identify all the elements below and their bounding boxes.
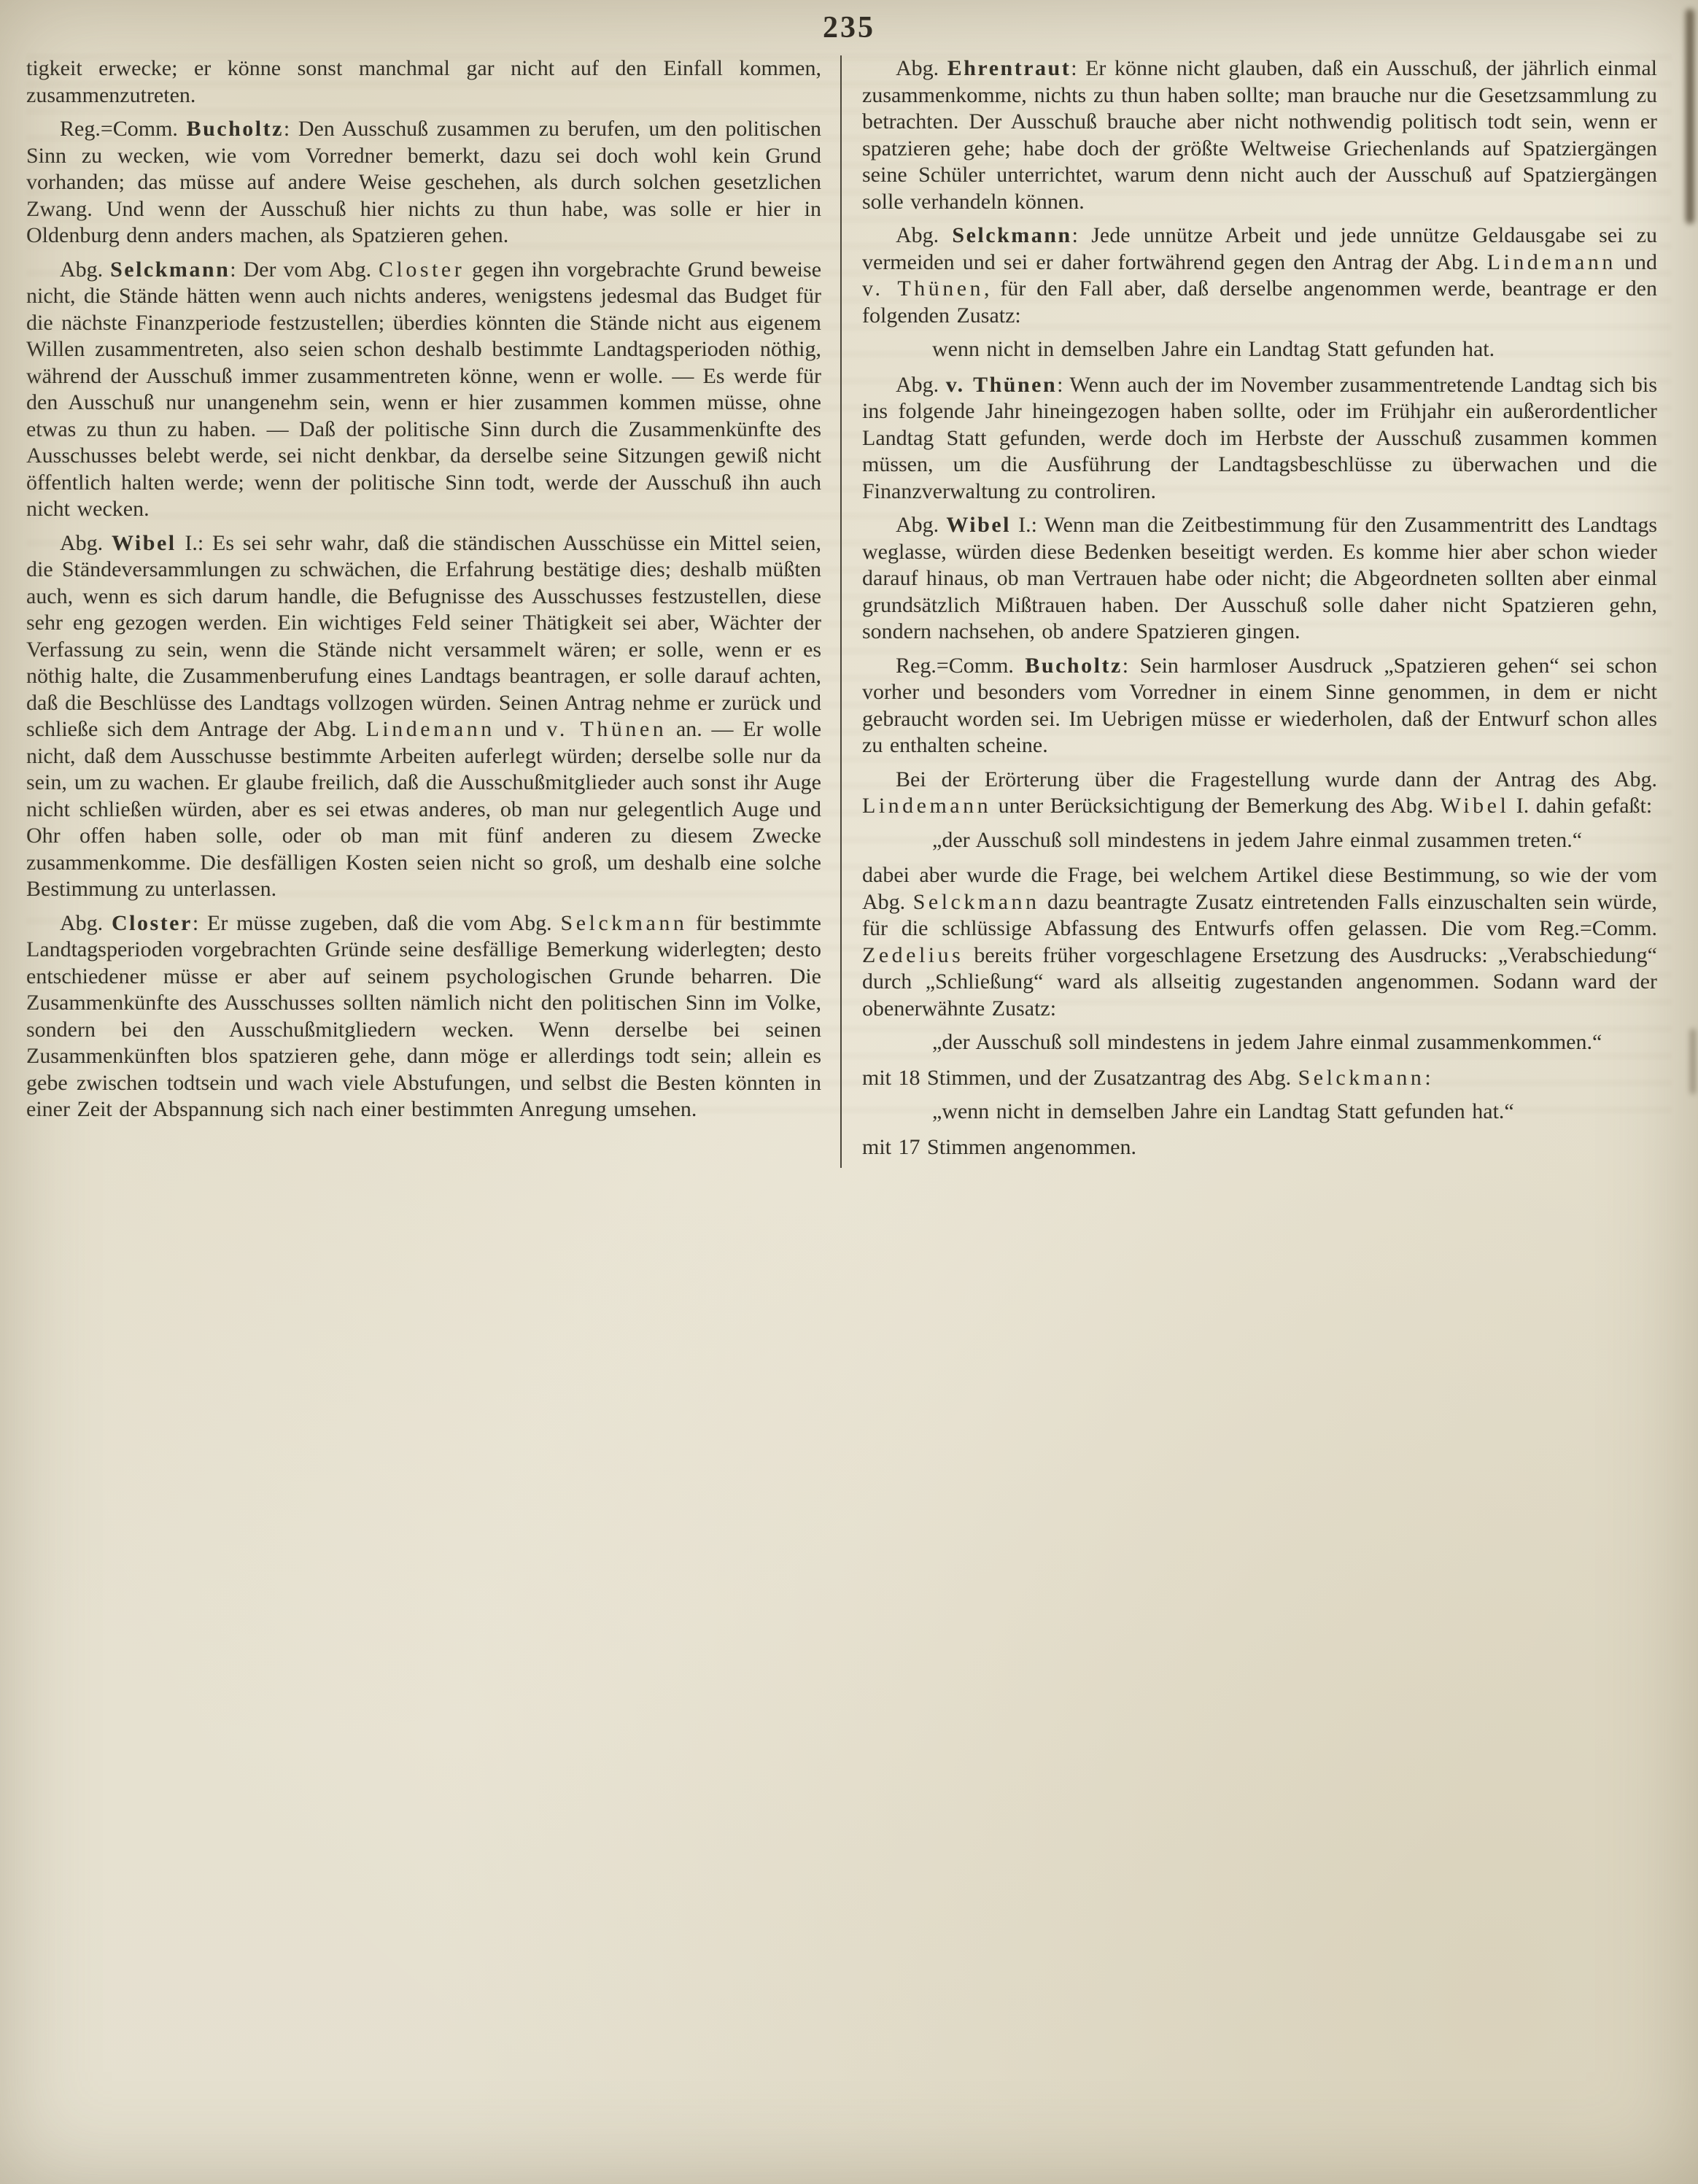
speech-paragraph [26,257,821,523]
speech-paragraph [26,116,821,249]
text-run: Abg. [896,372,946,397]
speech-paragraph [26,55,821,109]
referenced-name: Closter [379,257,465,282]
text-run: : Der vom Abg. [230,257,379,282]
speaker-name: Bucholtz [186,117,284,141]
referenced-name: Selckmann [1298,1065,1425,1090]
text-run: wenn nicht in demselben Jahre ein Landtag Statt gefunden hat. [932,337,1495,361]
scan-artifact-right-edge [1686,9,1694,224]
speech-paragraph [26,910,821,1123]
text-run: bereits früher vorgeschlagene Ersetzung des Ausdrucks: „Verabschiedung“ durch „Schließung“ ward als allseitig zugestanden angenommen. Sodann ward der obenerwähnte Zusatz: [862,942,1657,1021]
page-number: 235 [823,11,875,44]
text-run: an. — Er wolle nicht, daß dem Ausschusse bestimmte Arbeiten auferlegt würden; derselbe solle nur da sein, um zu wachen. Er glaube freilich, daß die Ausschußmitglieder auch sonst ihr Auge nicht schließen würden, aber es sei etwas anderes, ob man nur gelegentlich Auge und Ohr offen haben solle, oder ob man mit fünf anderen zu diesem Zwecke zusammenkomme. Die desfälligen Kosten seien nicht so groß, um deshalb eine solche Bestimmung zu unterlassen. [26,717,822,901]
text-run: Abg. [896,56,947,80]
referenced-name: Lindemann [1486,249,1616,274]
text-run: Abg. [896,513,947,537]
text-run: für bestimmte Landtagsperioden vorgebrachten Gründe seine desfällige Bemerkung widerlegten; desto entschiedener müsse er aber auf seinem psychologischen Grunde beharren. Die Zusammenkünfte des Ausschusses sollten nämlich nicht den politischen Sinn im Volke, sondern bei den Ausschußmitgliedern wecken. Wenn derselbe bei seinen Zusammenkünften blos spatzieren gehe, dann möge er allerdings todt sein; allein es gebe zwischen todtsein und wach viele Abstufungen, und selbst die Besten könnten in einer Zeit der Abspannung sich nach einer bestimmten Anregung umsehen. [26,910,821,1121]
quote-paragraph [932,336,1635,363]
text-run: : Jede unnütze Arbeit und jede unnütze Geldausgabe sei zu vermeiden und sei er daher fortwährend gegen den Antrag der Abg. [862,223,1657,274]
text-run: Abg. [60,530,112,555]
text-run: : Er könne nicht glauben, daß ein Ausschuß, der jährlich einmal zusammenkomme, nichts zu thun haben sollte; man brauche nur die Gesetzsammlung zu betrachten. Der Ausschuß brauche aber nicht nothwendig politisch todt sein, wenn er spatzieren gehe; habe doch der größte Weltweise Griechenlands auf Spatziergängen seine Schüler unterrichtet, warum denn nicht auch der Ausschuß auf Spatziergängen solle verhandeln können. [862,56,1657,214]
speaker-name: Wibel [946,513,1011,537]
text-run: Abg. [60,257,111,282]
text-run: „der Ausschuß soll mindestens in jedem Jahre einmal zusammen treten.“ [932,827,1583,852]
referenced-name: Selckmann [912,889,1040,914]
scan-artifact-right-edge-low [1690,1029,1696,1094]
text-columns [26,55,1672,1168]
speaker-name: Bucholtz [1025,653,1123,678]
speaker-name: Closter [112,910,193,935]
text-run: I.: Wenn man die Zeitbestimmung für den Zusammentritt des Landtags weglasse, würden diese Bedenken beseitigt werden. Es komme hier aber schon wieder darauf hinaus, ob man Vertrauen habe oder nicht; die Abgeordneten sollten aber einmal grundsätzlich Mißtrauen haben. Der Ausschuß solle daher nicht Spatzieren gehn, sondern nachsehen, ob andere Spatzieren gingen. [862,513,1657,643]
speech-paragraph [862,653,1657,759]
text-run: mit 18 Stimmen, und der Zusatzantrag des Abg. [862,1065,1298,1090]
text-run: : Wenn auch der im November zusammentretende Landtag sich bis ins folgende Jahr hineingezogen haben sollte, oder im Frühjahr ein außerordentlicher Landtag Statt gefunden, werde doch im Herbste der Ausschuß zusammen kommen müssen, um die Ausführung der Landtagsbeschlüsse zu überwachen und die Finanzverwaltung zu controliren. [862,372,1657,503]
page-header [0,0,1698,45]
text-run: Bei der Erörterung über die Fragestellung wurde dann der Antrag des Abg. [896,767,1657,791]
speech-paragraph [26,530,821,903]
text-run: : Er müsse zugeben, daß die vom Abg. [192,910,561,935]
speech-paragraph [862,512,1657,646]
text-run: gegen ihn vorgebrachte Grund beweise nicht, die Stände hätten wenn auch nichts anderes, wenigstens jedesmal das Budget für die nächste Finanzperiode festzustellen; überdies könnten die Stände nicht aus eigenem Willen zusammentreten, also seien schon deshalb bestimmte Landtagsperioden nöthig, während der Ausschuß immer zusammentreten könne, wenn er wolle. — Es werde für den Ausschuß nur unangenehm sein, wenn er hier zusammen kommen müsse, ohne etwas zu thun zu haben. — Daß der politische Sinn durch die Zusammenkünfte des Ausschusses belebt werde, sei nicht denkbar, da derselbe seine Sitzungen gewiß nicht öffentlich halten werde; wenn der politische Sinn todt, werde der Ausschuß ihn auch nicht wecken. [26,257,822,521]
text-run: : Den Ausschuß zusammen zu berufen, um den politischen Sinn zu wecken, wie vom Vorredner bemerkt, dazu sei doch wohl kein Grund vorhanden; das müsse auf andere Weise geschehen, als durch solchen gesetzlichen Zwang. Und wenn der Ausschuß hier nichts zu thun habe, was solle er hier in Oldenburg denn anders machen, als Spatzieren gehen. [26,117,821,247]
quote-paragraph [932,827,1635,854]
referenced-name: Selckmann [560,910,688,935]
text-run: Reg.=Comm. [896,653,1026,678]
text-run: und [1616,249,1658,274]
column-divider [840,55,842,1168]
speech-paragraph [862,222,1657,329]
text-run: Abg. [60,910,112,935]
text-run: : [1424,1065,1431,1090]
text-run: dabei aber wurde die Frage, bei welchem Artikel diese Bestimmung, so wie der vom Abg. [862,863,1657,914]
speaker-name: Ehrentraut [947,56,1071,80]
speech-paragraph [862,767,1657,820]
text-run: Reg.=Comm. [60,117,187,141]
speech-paragraph [862,1134,1657,1161]
speech-paragraph [862,1065,1657,1092]
speech-paragraph [862,372,1657,506]
left-column [26,55,821,1168]
text-run: I.: Es sei sehr wahr, daß die ständischen Ausschüsse ein Mittel seien, die Ständeversammlungen zu schwächen, die Erfahrung bestätige dies; deshalb müßten auch, wenn es sich darum handle, die Befugnisse des Ausschusses festzustellen, diese sehr eng gezogen werden. Ein wichtiges Feld seiner Thätigkeit sei aber, Wächter der Verfassung zu sein, wenn die Stände nicht versammelt wären; er solle, wenn er es nöthig halte, die Zusammenberufung eines Landtags beantragen, er solle darauf achten, daß die Beschlüsse des Landtags vollzogen würden. Seinen Antrag nehme er zurück und schließe sich dem Antrage der Abg. [26,530,821,741]
text-run: „wenn nicht in demselben Jahre ein Landtag Statt gefunden hat.“ [932,1099,1514,1123]
quote-paragraph [932,1099,1635,1126]
referenced-name: Lindemann [365,717,495,741]
referenced-name: v. Thünen [862,276,985,301]
text-run: Abg. [896,223,953,247]
text-run: I. dahin gefaßt: [1509,794,1653,818]
text-run: dazu beantragte Zusatz eintretenden Falls einzuschalten sein würde, für die schlüssige Abfassung des Entwurfs offen gelassen. Die vom Reg.=Comm. [862,889,1657,940]
speech-paragraph [862,862,1657,1022]
referenced-name: Zedelius [862,942,964,967]
right-column [862,55,1657,1168]
text-run: , für den Fall aber, daß derselbe angenommen werde, beantrage er den folgenden Zusatz: [862,276,1658,328]
speaker-name: Wibel [111,530,177,555]
speaker-name: Selckmann [110,257,230,282]
text-run: und [495,717,547,741]
text-run: : Sein harmloser Ausdruck „Spatzieren gehen“ sei schon vorher und besonders vom Vorredner in einem Sinne genommen, in dem er nicht gebraucht worden sei. Im Uebrigen müsse er wiederholen, daß der Entwurf schon alles zu enthalten scheine. [862,653,1657,757]
referenced-name: Wibel [1440,794,1510,818]
speaker-name: Selckmann [952,223,1072,247]
referenced-name: Lindemann [862,794,992,818]
text-run: mit 17 Stimmen angenommen. [862,1134,1136,1159]
referenced-name: v. Thünen [546,717,667,741]
quote-paragraph [932,1029,1635,1056]
text-run: „der Ausschuß soll mindestens in jedem Jahre einmal zusammenkommen.“ [932,1030,1602,1054]
speech-paragraph [862,55,1657,215]
text-run: unter Berücksichtigung der Bemerkung des Abg. [991,794,1441,818]
text-run: tigkeit erwecke; er könne sonst manchmal gar nicht auf den Einfall kommen, zusammenzutreten. [26,56,821,107]
speaker-name: v. Thünen [945,372,1058,397]
